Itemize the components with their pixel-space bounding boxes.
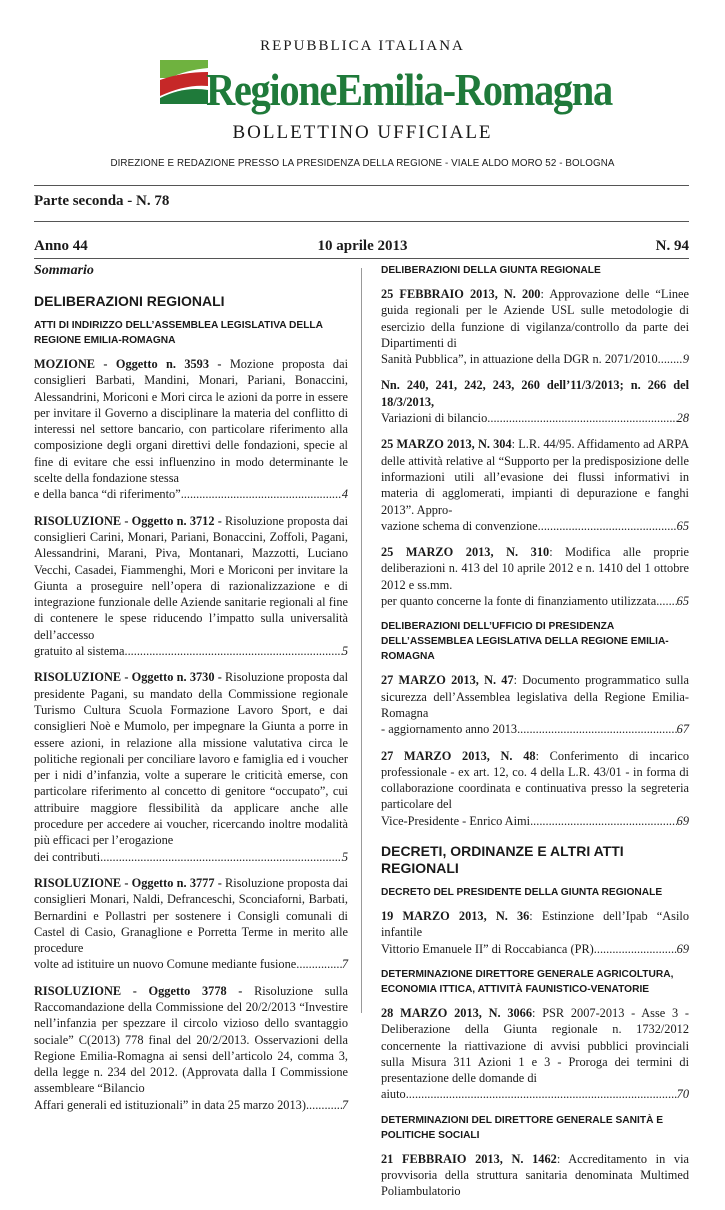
list-item[interactable] (34, 875, 348, 973)
item-body: : Modifica alle proprie deliberazioni n. 413 del 10 aprile 2012 e n. 1410 del 1 ottobre 2012 e ss.mm. (381, 545, 689, 592)
item-body: : Estinzione dell’Ipab “Asilo infantile (381, 909, 689, 940)
list-item[interactable] (34, 983, 348, 1113)
list-item[interactable] (381, 1151, 689, 1200)
item-last-line: e della banca “di riferimento” (34, 487, 181, 502)
divider (34, 221, 689, 222)
item-last-line: - aggiornamento anno 2013 (381, 722, 518, 737)
subsection-heading: DELIBERAZIONI DELLA GIUNTA REGIONALE (381, 265, 601, 276)
page-number: 7 (341, 1097, 348, 1112)
item-body: Risoluzione proposta dal presidente Pagani, su mandato della Commissione regionale Turismo Cultura Scuola Formazione Lavoro Sport, e dai consiglieri Noè e Mumolo, per impegnare la Giunta a porre in essere azioni, in relazione alla missione valutativa circa le politiche regionali per conciliare lavoro e famiglia ed i voucher per i nidi d’infanzia, volte a superare le criticità emerse, con particolare riferimento al concetto di genitore “occupato”, cui attribuire maggiore flessibilità da applicare anche alle procedure per accedere ai voucher, ricercando inoltre modalità più efficaci per l’erogazione (34, 670, 349, 848)
item-last-line: Variazioni di bilancio (381, 411, 488, 426)
page-number: 28 (676, 411, 689, 426)
left-column (34, 263, 348, 1123)
section-heading: DELIBERAZIONI REGIONALI (34, 293, 225, 309)
item-last-line: Sanità Pubblica”, in attuazione della DGR n. 2071/2010 (381, 352, 658, 367)
divider (34, 258, 689, 259)
page-number: 9 (682, 352, 689, 367)
subsection-heading: DECRETO DEL PRESIDENTE DELLA GIUNTA REGIONALE (381, 887, 663, 899)
anno-label: Anno 44 (34, 238, 88, 254)
list-item[interactable] (381, 908, 689, 957)
logo-text: RegioneEmilia-Romagna (206, 65, 612, 115)
sommario-heading: Sommario (34, 263, 94, 278)
direzione-address: DIREZIONE E REDAZIONE PRESSO LA PRESIDENZA DELLA REGIONE - VIALE ALDO MORO 52 - BOLOGNA (110, 158, 615, 169)
leader-dots (530, 813, 677, 829)
page-number: 69 (676, 813, 689, 828)
leader-dots (538, 518, 677, 534)
regione-logo (150, 56, 612, 122)
item-last-line: vazione schema di convenzione (381, 518, 538, 533)
item-body: Mozione proposta dai consiglieri Barbati, Mandini, Monari, Pariani, Bonaccini, Alessandrini, Moriconi e Mori circa le azioni da porre in essere per invitare il Governo a disciplinare la materia del conflitto di interessi nel settore bancario, con particolare riferimento alla composizione degli organi direttivi delle fondazioni, specie al fine di evitare che essi influenzino in modo determinante le scelte della fondazione stessa (34, 357, 348, 486)
subsection-heading: DETERMINAZIONE DIRETTORE GENERALE AGRICOLTURA, ECONOMIA ITTICA, ATTIVITÀ FAUNISTICO-VENATORIE (381, 968, 674, 995)
list-item[interactable] (381, 286, 689, 367)
item-head: 28 MARZO 2013, N. 3066 (381, 1005, 533, 1020)
issue-number: N. 94 (655, 238, 689, 254)
repubblica-italiana: REPUBBLICA ITALIANA (260, 38, 465, 54)
page-number: 5 (341, 644, 348, 659)
item-body: Risoluzione proposta dai consiglieri Monari, Naldi, Defranceschi, Sconciaforni, Barbati, Bernardini e Pollastri per sostenere i Consigli comunali di Castel di Casio, Granaglione e Porretta Terme in merito alle procedure (34, 875, 349, 956)
list-item[interactable] (381, 1005, 689, 1103)
item-head: RISOLUZIONE - Oggetto n. 3712 - (34, 513, 226, 528)
item-body: : Approvazione delle “Linee guida regionali per le Aziende USL sulle metodologie di esercizio della funzione di vigilanza/controllo da parte dei Dipartimenti di (381, 287, 689, 350)
bollettino-ufficiale: BOLLETTINO UFFICIALE (232, 122, 493, 143)
parte-label: Parte seconda - N. 78 (34, 193, 170, 209)
page-number: 67 (676, 722, 689, 737)
item-head: 27 MARZO 2013, N. 48 (381, 748, 536, 763)
list-item[interactable] (34, 356, 348, 503)
item-body: : Accreditamento in via provvisoria della struttura sanitaria denominata Multimed Poliambulatorio (381, 1151, 689, 1199)
item-last-line: Affari generali ed istituzionali” in data 25 marzo 2013) (34, 1097, 306, 1112)
page-number: 65 (676, 594, 689, 609)
item-head: MOZIONE - Oggetto n. 3593 - (34, 357, 230, 371)
leader-dots (487, 410, 676, 426)
subsection-heading: DETERMINAZIONI DEL DIRETTORE GENERALE SANITÀ E POLITICHE SOCIALI (381, 1114, 664, 1141)
leader-dots (594, 941, 677, 957)
item-head: 25 FEBBRAIO 2013, N. 200 (381, 287, 541, 301)
list-item[interactable] (381, 672, 689, 737)
page-number: 65 (676, 518, 689, 533)
list-item[interactable] (381, 436, 689, 534)
masthead (0, 0, 725, 180)
leader-dots (296, 956, 342, 972)
item-last-line: volte ad istituire un nuovo Comune mediante fusione (34, 957, 297, 972)
column-divider (361, 268, 362, 1013)
list-item[interactable] (381, 748, 689, 829)
subsection-heading: DELIBERAZIONI DELL’UFFICIO DI PRESIDENZA DELL’ASSEMBLEA LEGISLATIVA DELLA REGIONE EMILIA-ROMAGNA (381, 621, 669, 663)
leader-dots (125, 643, 342, 659)
item-last-line: per quanto concerne la fonte di finanziamento utilizzata (381, 594, 657, 609)
item-head: 25 MARZO 2013, N. 310 (381, 545, 550, 560)
item-body: : Conferimento di incarico professionale - ex art. 12, co. 4 della L.R. 43/01 - in forma di collaborazione coordinata e continuativa presso la segreteria particolare del (381, 748, 689, 812)
leader-dots (656, 593, 676, 609)
item-last-line: aiuto (381, 1087, 406, 1102)
item-head: 19 MARZO 2013, N. 36 (381, 909, 530, 924)
item-head: Nn. 240, 241, 242, 243, 260 dell’11/3/2013; n. 266 del 18/3/2013, (381, 378, 689, 409)
page-number: 5 (341, 849, 348, 864)
page-number: 69 (676, 941, 689, 956)
subsection-heading: ATTI DI INDIRIZZO DELL’ASSEMBLEA LEGISLATIVA DELLA REGIONE EMILIA-ROMAGNA (34, 320, 323, 346)
list-item[interactable] (381, 377, 689, 426)
leader-dots (406, 1086, 677, 1102)
item-head: RISOLUZIONE - Oggetto n. 3777 - (34, 875, 226, 890)
leader-dots (306, 1097, 342, 1113)
item-head: RISOLUZIONE - Oggetto n. 3730 - (34, 670, 226, 685)
item-body: : PSR 2007-2013 - Asse 3 - Deliberazione della Giunta regionale n. 1732/2012 concernente la riattivazione di avvisi pubblici provinciali sulla Misura 311 Azioni 1 e 3 - Proroga dei termini di presentazione delle domande di (381, 1005, 689, 1086)
divider (34, 185, 689, 186)
item-head: 27 MARZO 2013, N. 47 (381, 673, 514, 688)
item-head: 25 MARZO 2013, N. 304 (381, 437, 512, 452)
item-body: : L.R. 44/95. Affidamento ad ARPA delle attività relative al “Supporto per la predisposizione delle informazioni utili all’evasione dei flussi informativi in materia di agglomerati, impianti di depurazione e fanghi 2013”. Appro- (381, 437, 689, 517)
item-last-line: Vittorio Emanuele II” di Roccabianca (PR) (381, 941, 594, 956)
section-heading: DECRETI, ORDINANZE E ALTRI ATTI REGIONALI (381, 843, 624, 877)
right-column (381, 263, 689, 1210)
item-head: 21 FEBBRAIO 2013, N. 1462 (381, 1151, 557, 1166)
page-number: 4 (341, 487, 348, 502)
page-number: 7 (341, 957, 348, 972)
item-last-line: Vice-Presidente - Enrico Aimi (381, 813, 531, 828)
leader-dots (517, 721, 677, 737)
item-last-line: dei contributi (34, 849, 101, 864)
item-last-line: gratuito al sistema (34, 644, 125, 659)
item-body: Risoluzione sulla Raccomandazione della Commissione del 20/2/2013 “Investire nell’infanzia per spezzare il circolo vizioso dello svantaggio sociale” C(2013) 778 final del 20/2/2013. Osservazioni della Regione Emilia-Romagna ai sensi dell’articolo 24, comma 3, della legge n. 234 del 2012. (Approvata dalla I Commissione assembleare “Bilancio (34, 983, 348, 1096)
list-item[interactable] (34, 669, 348, 865)
item-head: RISOLUZIONE - Oggetto 3778 - (34, 983, 255, 998)
list-item[interactable] (34, 513, 348, 660)
item-body: : Documento programmatico sulla sicurezza dell’Assemblea legislativa della Regione Emilia-Romagna (381, 673, 689, 720)
leader-dots (658, 351, 683, 367)
list-item[interactable] (381, 544, 689, 609)
item-body: Risoluzione proposta dai consiglieri Carini, Monari, Pariani, Bonaccini, Zoffoli, Pagani, Alessandrini, Marani, Piva, Montanari, Mazzotti, Luciano Vecchi, Casadei, Fiammenghi, Mori e Moriconi per invitare la Giunta a proseguire nell’opera di razionalizzazione e di integrazione funzionale delle Aziende sanitarie regionali al fine di contenere le spese riducendo l’impatto sulla universalità dell’accesso (34, 513, 349, 642)
issue-date: 10 aprile 2013 (317, 238, 408, 254)
page-number: 70 (676, 1087, 689, 1102)
leader-dots (100, 849, 342, 865)
leader-dots (181, 486, 342, 502)
